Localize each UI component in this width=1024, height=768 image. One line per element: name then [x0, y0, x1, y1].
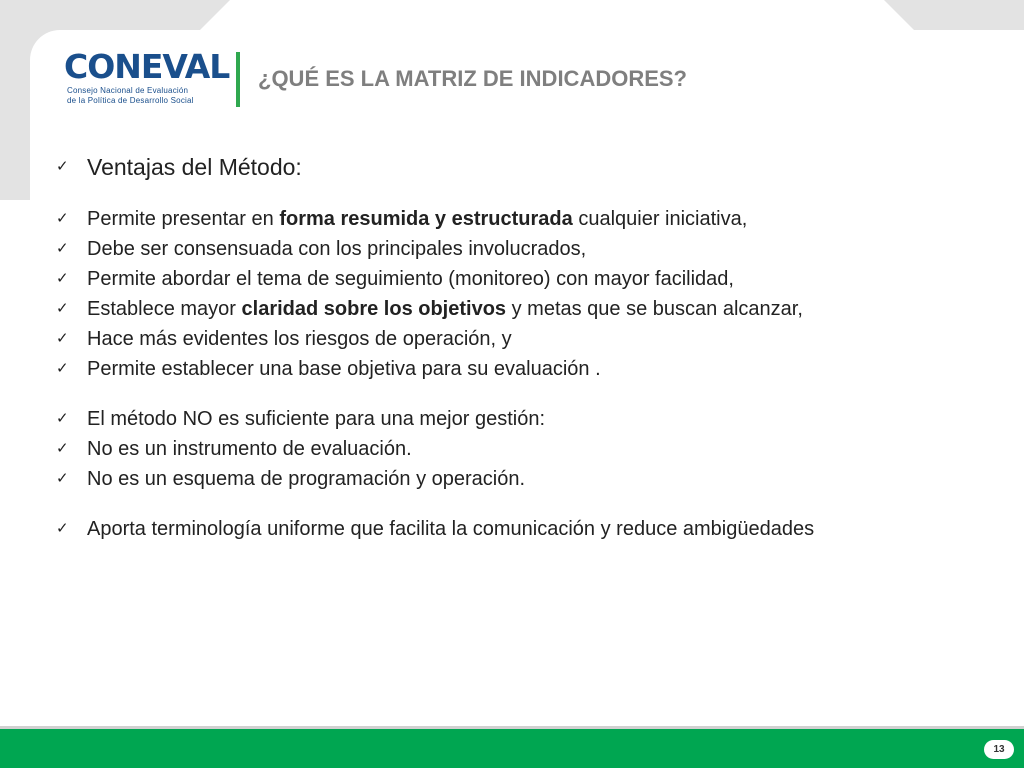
bullet-emphasis: claridad sobre los objetivos [241, 298, 507, 320]
bullet-text: y metas que se buscan alcanzar, [506, 298, 803, 320]
checkmark-icon: ✓ [56, 300, 69, 317]
bullet-item [56, 514, 964, 544]
checkmark-icon: ✓ [56, 210, 69, 227]
bullet-text: Permite presentar en [87, 208, 280, 230]
bullet-item [56, 150, 964, 184]
bullet-emphasis: forma resumida y estructurada [279, 208, 573, 230]
bullet-text: Permite establecer una base objetiva para su evaluación . [87, 358, 601, 380]
checkmark-icon: ✓ [56, 470, 69, 487]
logo-subtitle-line-2: de la Política de Desarrollo Social [67, 96, 194, 105]
bullet-text: cualquier iniciativa, [572, 208, 748, 230]
bullet-text: Ventajas del Método: [87, 154, 302, 180]
coneval-logo [64, 47, 230, 112]
bullet-list [56, 150, 964, 544]
bullet-text: Debe ser consensuada con los principales involucrados, [87, 238, 587, 260]
checkmark-icon: ✓ [56, 360, 69, 377]
checkmark-icon: ✓ [56, 158, 69, 175]
bullet-text: Aporta terminología uniforme que facilita la comunicación y reduce ambigüedades [87, 518, 815, 540]
logo-wordmark: CONEVAL [64, 47, 230, 86]
checkmark-icon: ✓ [56, 330, 69, 347]
bullet-item [56, 264, 964, 294]
footer-bar [0, 729, 1024, 768]
checkmark-icon: ✓ [56, 270, 69, 287]
page-number: 13 [984, 740, 1014, 759]
group-spacer [56, 384, 964, 404]
logo-subtitle-line-1: Consejo Nacional de Evaluación [67, 86, 189, 95]
checkmark-icon: ✓ [56, 410, 69, 427]
bullet-item [56, 234, 964, 264]
bullet-text: No es un esquema de programación y operación. [87, 468, 526, 490]
bullet-text: Establece mayor [87, 298, 242, 320]
bullet-text: El método NO es suficiente para una mejor gestión: [87, 408, 546, 430]
checkmark-icon: ✓ [56, 520, 69, 537]
checkmark-icon: ✓ [56, 240, 69, 257]
bullet-item [56, 204, 964, 234]
checkmark-icon: ✓ [56, 440, 69, 457]
bullet-item [56, 324, 964, 354]
bullet-text: Hace más evidentes los riesgos de operación, y [87, 328, 512, 350]
bullet-item [56, 354, 964, 384]
bullet-item [56, 434, 964, 464]
bullet-text: Permite abordar el tema de seguimiento (monitoreo) con mayor facilidad, [87, 268, 734, 290]
bullet-item [56, 464, 964, 494]
title-divider [236, 52, 240, 107]
logo-subtitle [67, 86, 217, 106]
bullet-item [56, 404, 964, 434]
group-spacer [56, 494, 964, 514]
bullet-text: No es un instrumento de evaluación. [87, 438, 412, 460]
bullet-item [56, 294, 964, 324]
slide-title: ¿QUÉ ES LA MATRIZ DE INDICADORES? [258, 66, 687, 91]
group-spacer [56, 184, 964, 204]
